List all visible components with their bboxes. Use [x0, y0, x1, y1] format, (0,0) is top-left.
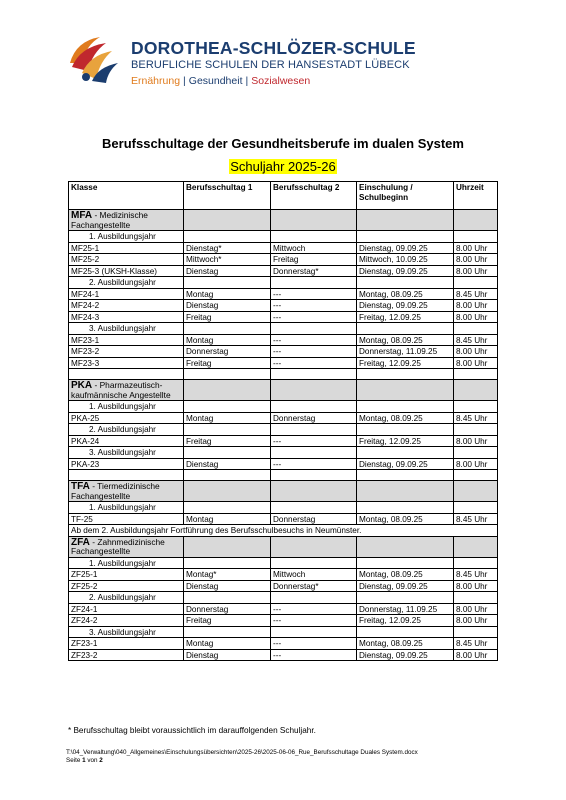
time-cell: 8.00 Uhr: [454, 242, 498, 254]
class-cell: ZF24-1: [69, 603, 184, 615]
day1-cell: Dienstag: [184, 458, 271, 470]
table-row: [69, 242, 498, 254]
time-cell: 8.45 Uhr: [454, 638, 498, 650]
year-label: 1. Ausbildungsjahr: [69, 502, 184, 514]
class-cell: MF25-3 (UKSH-Klasse): [69, 265, 184, 277]
time-cell: 8.00 Uhr: [454, 357, 498, 369]
header-day2: Berufsschultag 2: [271, 182, 357, 210]
day1-cell: Donnerstag: [184, 346, 271, 358]
header-start: Einschulung / Schulbeginn: [357, 182, 454, 210]
time-cell: 8.00 Uhr: [454, 254, 498, 266]
day2-cell: ---: [271, 638, 357, 650]
class-cell: MF24-3: [69, 311, 184, 323]
program-row: [69, 536, 498, 557]
program-code: TFA: [71, 481, 90, 492]
note-row: [69, 525, 498, 537]
day2-cell: ---: [271, 357, 357, 369]
program-row: [69, 481, 498, 502]
day1-cell: Freitag: [184, 615, 271, 627]
day1-cell: Dienstag: [184, 649, 271, 661]
day2-cell: ---: [271, 603, 357, 615]
table-row: [69, 638, 498, 650]
start-cell: Dienstag, 09.09.25: [357, 580, 454, 592]
schedule-table: [68, 181, 498, 661]
header-class: Klasse: [69, 182, 184, 210]
class-cell: TF-25: [69, 513, 184, 525]
start-cell: Montag, 08.09.25: [357, 513, 454, 525]
program-name: [69, 380, 184, 401]
day1-cell: Freitag: [184, 357, 271, 369]
table-row: [69, 569, 498, 581]
time-cell: 8.45 Uhr: [454, 288, 498, 300]
year-row: [69, 323, 498, 335]
year-row: [69, 626, 498, 638]
program-name: [69, 210, 184, 231]
day1-cell: Montag: [184, 288, 271, 300]
start-cell: Donnerstag, 11.09.25: [357, 346, 454, 358]
class-cell: PKA-24: [69, 435, 184, 447]
year-row: [69, 277, 498, 289]
day2-cell: Donnerstag: [271, 412, 357, 424]
class-cell: ZF23-2: [69, 649, 184, 661]
school-logo: [66, 33, 128, 85]
time-cell: 8.00 Uhr: [454, 649, 498, 661]
time-cell: 8.45 Uhr: [454, 513, 498, 525]
start-cell: Dienstag, 09.09.25: [357, 300, 454, 312]
table-row: [69, 649, 498, 661]
table-row: [69, 288, 498, 300]
header-day1: Berufsschultag 1: [184, 182, 271, 210]
program-title: - Tiermedizinische Fachangestellte: [71, 481, 160, 501]
class-cell: ZF24-2: [69, 615, 184, 627]
time-cell: 8.00 Uhr: [454, 435, 498, 447]
page-number: Seite 1 von 2: [66, 757, 103, 764]
day2-cell: ---: [271, 346, 357, 358]
school-name: DOROTHEA-SCHLÖZER-SCHULE: [131, 38, 416, 58]
program-name: [69, 481, 184, 502]
start-cell: Montag, 08.09.25: [357, 638, 454, 650]
year-label: 2. Ausbildungsjahr: [69, 592, 184, 604]
table-row: [69, 412, 498, 424]
time-cell: 8.00 Uhr: [454, 300, 498, 312]
program-note: Ab dem 2. Ausbildungsjahr Fortführung des Berufsschulbesuchs in Neumünster.: [69, 525, 498, 537]
class-cell: MF23-1: [69, 334, 184, 346]
day1-cell: Dienstag: [184, 580, 271, 592]
day2-cell: ---: [271, 458, 357, 470]
day2-cell: ---: [271, 300, 357, 312]
spacer-row: [69, 470, 498, 481]
time-cell: 8.00 Uhr: [454, 265, 498, 277]
time-cell: 8.45 Uhr: [454, 334, 498, 346]
table-row: [69, 265, 498, 277]
program-row: [69, 210, 498, 231]
class-cell: MF23-3: [69, 357, 184, 369]
day2-cell: Freitag: [271, 254, 357, 266]
start-cell: Dienstag, 09.09.25: [357, 242, 454, 254]
year-label: 1. Ausbildungsjahr: [69, 557, 184, 569]
program-title: - Zahnmedizinische Fachangestellte: [71, 536, 165, 556]
day2-cell: Donnerstag*: [271, 265, 357, 277]
year-label: 3. Ausbildungsjahr: [69, 323, 184, 335]
start-cell: Montag, 08.09.25: [357, 412, 454, 424]
day1-cell: Montag: [184, 638, 271, 650]
table-row: [69, 513, 498, 525]
start-cell: Dienstag, 09.09.25: [357, 458, 454, 470]
day1-cell: Freitag: [184, 435, 271, 447]
table-row: [69, 254, 498, 266]
year-label: 3. Ausbildungsjahr: [69, 447, 184, 459]
year-label: 3. Ausbildungsjahr: [69, 626, 184, 638]
program-code: MFA: [71, 210, 93, 221]
day1-cell: Montag: [184, 513, 271, 525]
table-row: [69, 603, 498, 615]
class-cell: ZF25-2: [69, 580, 184, 592]
school-subtitle: BERUFLICHE SCHULEN DER HANSESTADT LÜBECK: [131, 59, 410, 71]
day2-cell: ---: [271, 288, 357, 300]
area-health: Gesundheit: [188, 75, 243, 87]
table-row: [69, 334, 498, 346]
year-label: 2. Ausbildungsjahr: [69, 424, 184, 436]
day1-cell: Dienstag: [184, 265, 271, 277]
class-cell: ZF23-1: [69, 638, 184, 650]
day1-cell: Freitag: [184, 311, 271, 323]
start-cell: Montag, 08.09.25: [357, 288, 454, 300]
year-row: [69, 401, 498, 413]
day2-cell: ---: [271, 615, 357, 627]
year-row: [69, 592, 498, 604]
year-row: [69, 447, 498, 459]
table-row: [69, 435, 498, 447]
class-cell: MF25-1: [69, 242, 184, 254]
day1-cell: Dienstag: [184, 300, 271, 312]
footnote: * Berufsschultag bleibt voraussichtlich im darauffolgenden Schuljahr.: [68, 726, 316, 735]
class-cell: MF23-2: [69, 346, 184, 358]
day2-cell: ---: [271, 649, 357, 661]
day1-cell: Montag: [184, 334, 271, 346]
spacer-row: [69, 369, 498, 380]
year-row: [69, 502, 498, 514]
table-row: [69, 300, 498, 312]
time-cell: 8.45 Uhr: [454, 412, 498, 424]
start-cell: Montag, 08.09.25: [357, 334, 454, 346]
table-row: [69, 346, 498, 358]
start-cell: Mittwoch, 10.09.25: [357, 254, 454, 266]
table-header-row: [69, 182, 498, 210]
program-name: [69, 536, 184, 557]
start-cell: Freitag, 12.09.25: [357, 357, 454, 369]
table-row: [69, 615, 498, 627]
start-cell: Freitag, 12.09.25: [357, 615, 454, 627]
time-cell: 8.00 Uhr: [454, 311, 498, 323]
day1-cell: Donnerstag: [184, 603, 271, 615]
area-social: Sozialwesen: [251, 75, 311, 87]
day1-cell: Montag*: [184, 569, 271, 581]
day2-cell: Donnerstag: [271, 513, 357, 525]
class-cell: ZF25-1: [69, 569, 184, 581]
class-cell: MF24-1: [69, 288, 184, 300]
time-cell: 8.00 Uhr: [454, 458, 498, 470]
year-row: [69, 231, 498, 243]
start-cell: Dienstag, 09.09.25: [357, 265, 454, 277]
day2-cell: Donnerstag*: [271, 580, 357, 592]
program-code: PKA: [71, 380, 93, 391]
table-row: [69, 357, 498, 369]
year-row: [69, 424, 498, 436]
program-row: [69, 380, 498, 401]
table-row: [69, 580, 498, 592]
table-row: [69, 458, 498, 470]
day2-cell: Mittwoch: [271, 569, 357, 581]
year-label: 1. Ausbildungsjahr: [69, 231, 184, 243]
time-cell: 8.00 Uhr: [454, 615, 498, 627]
program-title: - Medizinische Fachangestellte: [71, 210, 148, 230]
program-code: ZFA: [71, 536, 90, 548]
time-cell: 8.00 Uhr: [454, 580, 498, 592]
class-cell: MF25-2: [69, 254, 184, 266]
year-label: 2. Ausbildungsjahr: [69, 277, 184, 289]
time-cell: 8.45 Uhr: [454, 569, 498, 581]
day2-cell: Mittwoch: [271, 242, 357, 254]
day1-cell: Mittwoch*: [184, 254, 271, 266]
start-cell: Dienstag, 09.09.25: [357, 649, 454, 661]
program-title: - Pharmazeutisch-kaufmännische Angestellte: [71, 380, 171, 400]
day2-cell: ---: [271, 334, 357, 346]
class-cell: PKA-25: [69, 412, 184, 424]
start-cell: Freitag, 12.09.25: [357, 435, 454, 447]
school-areas: Ernährung | Gesundheit | Sozialwesen: [131, 75, 311, 87]
document-title: Berufsschultage der Gesundheitsberufe im dualen System: [102, 136, 464, 151]
day2-cell: ---: [271, 311, 357, 323]
day1-cell: Dienstag*: [184, 242, 271, 254]
school-year-highlight: Schuljahr 2025-26: [230, 159, 336, 174]
start-cell: Freitag, 12.09.25: [357, 311, 454, 323]
table-row: [69, 311, 498, 323]
start-cell: Montag, 08.09.25: [357, 569, 454, 581]
header-time: Uhrzeit: [454, 182, 498, 210]
file-path: T:\04_Verwaltung\040_Allgemeines\Einschulungsübersichten\2025-26\2025-06-06_Rue_Berufsschultage Duales System.docx: [66, 749, 418, 756]
area-nutrition: Ernährung: [131, 75, 181, 87]
time-cell: 8.00 Uhr: [454, 346, 498, 358]
class-cell: MF24-2: [69, 300, 184, 312]
time-cell: 8.00 Uhr: [454, 603, 498, 615]
year-label: 1. Ausbildungsjahr: [69, 401, 184, 413]
year-row: [69, 557, 498, 569]
class-cell: PKA-23: [69, 458, 184, 470]
day1-cell: Montag: [184, 412, 271, 424]
start-cell: Donnerstag, 11.09.25: [357, 603, 454, 615]
day2-cell: ---: [271, 435, 357, 447]
